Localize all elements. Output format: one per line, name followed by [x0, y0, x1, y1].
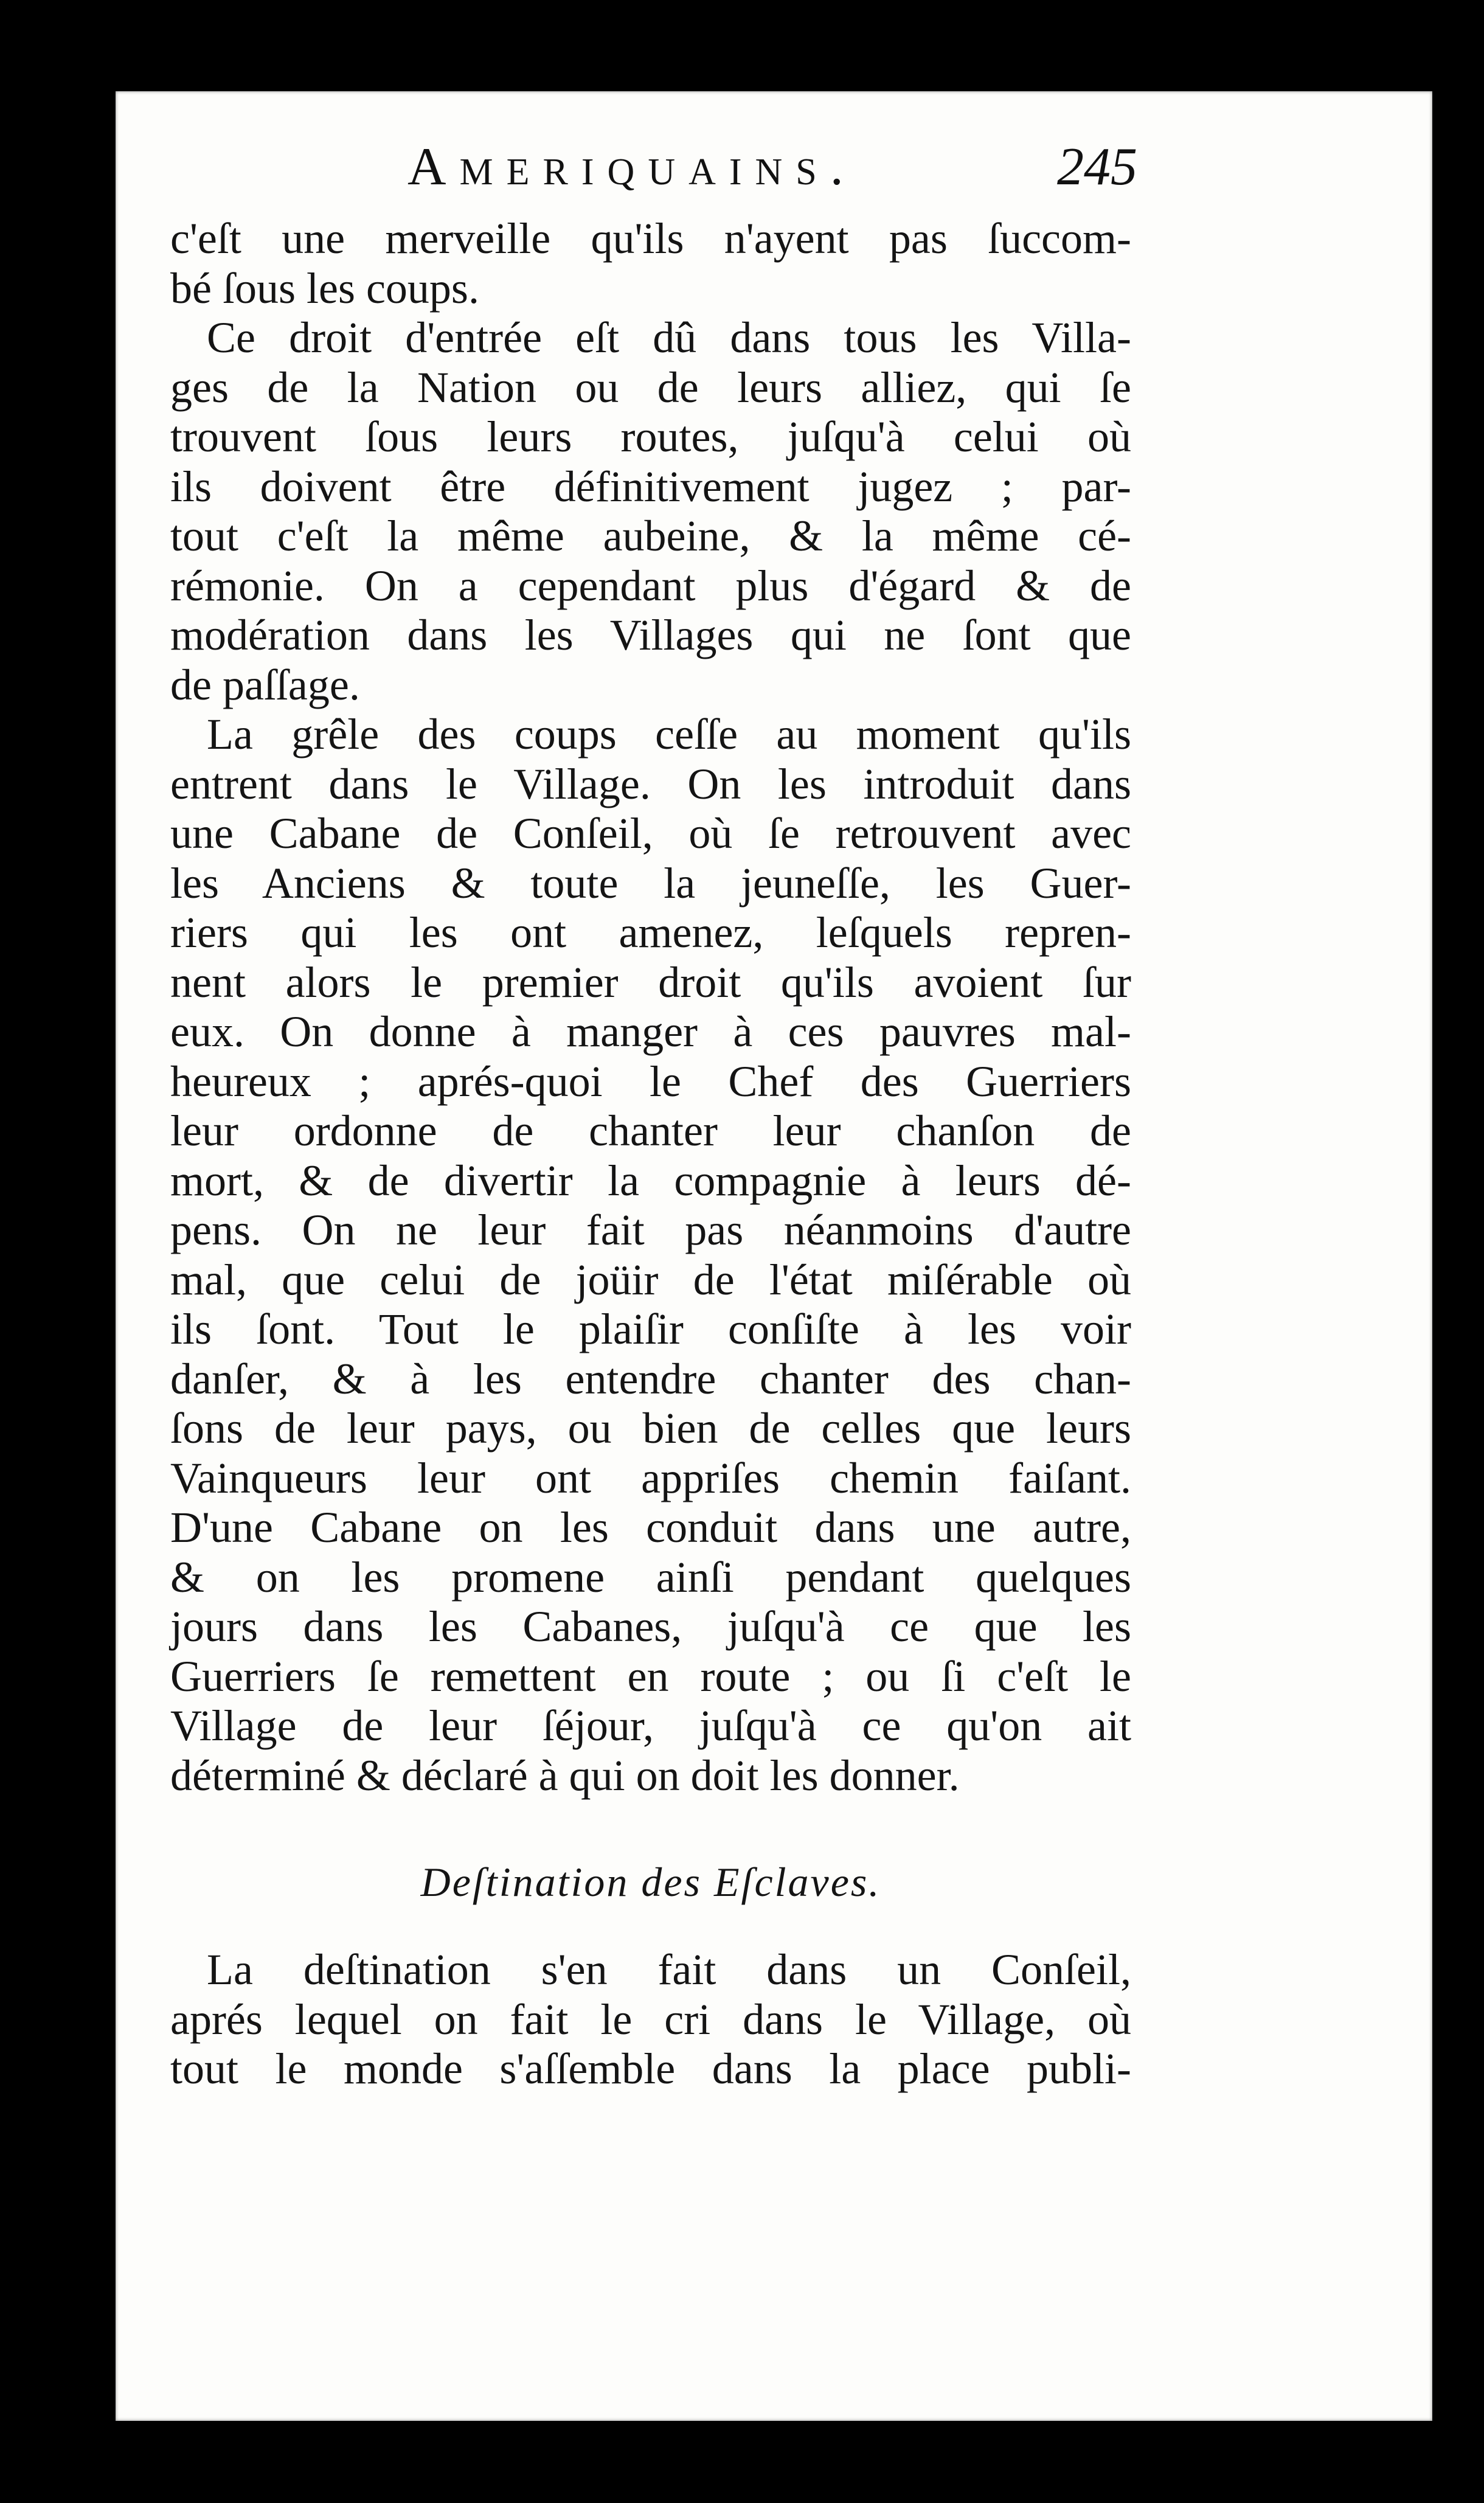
- text-line: heureux ; aprés-quoi le Chef des Guerriers: [170, 1057, 1131, 1106]
- text-line: ils doivent être définitivement jugez ; par-: [170, 462, 1131, 511]
- text-line: mal, que celui de joüir de l'état miſérable où: [170, 1255, 1131, 1304]
- text-line: tout c'eſt la même aubeine, & la même cé-: [170, 512, 1131, 560]
- text-line: modération dans les Villages qui ne ſont que: [170, 611, 1131, 659]
- text-line: jours dans les Cabanes, juſqu'à ce que les: [170, 1602, 1131, 1651]
- text-line: ſons de leur pays, ou bien de celles que leurs: [170, 1404, 1131, 1453]
- body-text: [170, 214, 1131, 1800]
- text-line: Ce droit d'entrée eſt dû dans tous les Villa-: [207, 313, 1131, 362]
- running-title: Ameriquains.: [407, 137, 857, 196]
- text-line: rémonie. On a cependant plus d'égard & de: [170, 561, 1131, 610]
- text-line: Guerriers ſe remettent en route ; ou ſi c'eſt le: [170, 1651, 1131, 1701]
- text-line: les Anciens & toute la jeuneſſe, les Guer-: [170, 858, 1131, 908]
- text-line: D'une Cabane on les conduit dans une autre,: [170, 1503, 1131, 1552]
- text-line: La deſtination s'en fait dans un Conſeil,: [207, 1945, 1131, 1994]
- text-line: danſer, & à les entendre chanter des chan-: [170, 1354, 1131, 1403]
- text-line: une Cabane de Conſeil, où ſe retrouvent avec: [170, 809, 1131, 858]
- text-line: pens. On ne leur fait pas néanmoins d'autre: [170, 1206, 1131, 1254]
- text-line: eux. On donne à manger à ces pauvres mal-: [170, 1007, 1131, 1056]
- text-line: entrent dans le Village. On les introduit dans: [170, 759, 1131, 808]
- text-line: ges de la Nation ou de leurs alliez, qui ſe: [170, 363, 1131, 412]
- running-head: [286, 125, 1137, 210]
- text-line: de paſſage.: [170, 660, 360, 709]
- text-line: riers qui les ont amenez, leſquels repren-: [170, 908, 1131, 957]
- text-line: déterminé & déclaré à qui on doit les donner.: [170, 1751, 960, 1800]
- text-line: Village de leur ſéjour, juſqu'à ce qu'on ait: [170, 1701, 1131, 1750]
- text-line: ils ſont. Tout le plaiſir conſiſte à les voir: [170, 1305, 1131, 1353]
- text-line: trouvent ſous leurs routes, juſqu'à celui où: [170, 412, 1131, 461]
- page-number: 245: [1057, 137, 1137, 196]
- text-line: nent alors le premier droit qu'ils avoient ſur: [170, 957, 1131, 1007]
- text-line: bé ſous les coups.: [170, 263, 479, 313]
- text-line: aprés lequel on fait le cri dans le Village, où: [170, 1994, 1131, 2044]
- text-line: & on les promene ainſi pendant quelques: [170, 1552, 1131, 1602]
- text-line: mort, & de divertir la compagnie à leurs dé-: [170, 1156, 1131, 1205]
- text-line: leur ordonne de chanter leur chanſon de: [170, 1106, 1131, 1155]
- text-line: Vainqueurs leur ont appriſes chemin faiſant.: [170, 1453, 1131, 1502]
- text-line: tout le monde s'aſſemble dans la place publi-: [170, 2044, 1131, 2093]
- section-heading: Deſtination des Eſclaves.: [420, 1859, 881, 1905]
- text-line: c'eſt une merveille qu'ils n'ayent pas ſuccom-: [170, 214, 1131, 263]
- body-text-continued: [170, 1945, 1131, 2094]
- text-line: La grêle des coups ceſſe au moment qu'ils: [207, 710, 1131, 759]
